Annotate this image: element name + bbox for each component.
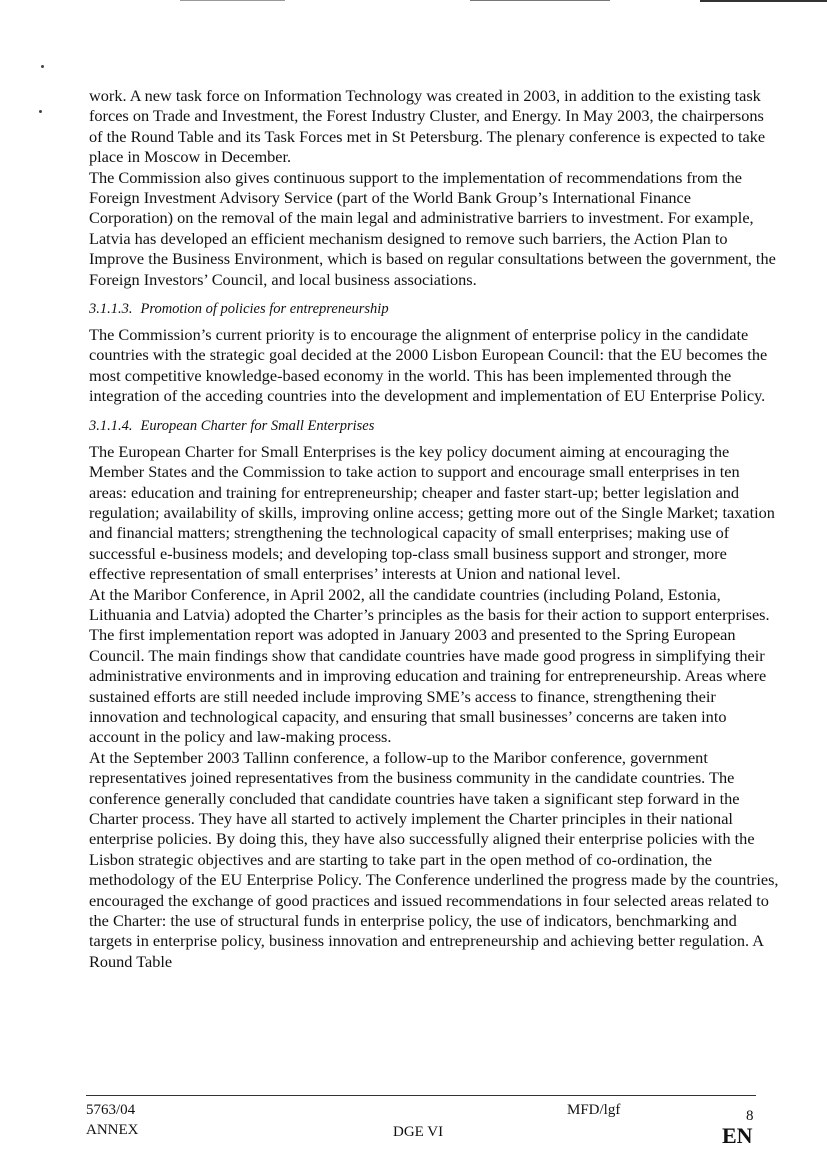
footer-page-number: 8 <box>746 1108 754 1124</box>
footer-author: MFD/lgf <box>567 1102 621 1118</box>
section-3-1-1-4-paragraph-3: At the September 2003 Tallinn conference, a follow-up to the Maribor conference, government representatives joined representatives from the business community in the candidate countries. The conference generally concluded that candidate countries have taken a significant step forward in the Charter process. They have all started to actively implement the Charter principles in their national enterprise policies. By doing this, they have also successfully aligned their enterprise policies with the Lisbon strategic objectives and are starting to take part in the open method of co-ordination, the methodology of the EU Enterprise Policy. The Conference underlined the progress made by the countries, encouraged the exchange of good practices and issued recommendations in four selected areas related to the Charter: the use of structural funds in enterprise policy, the use of indicators, benchmarking and targets in enterprise policy, business innovation and entrepreneurship and achieving better regulation. A Round Table <box>89 747 779 971</box>
footer-doc-number: 5763/04 <box>86 1102 136 1118</box>
footer-annex: ANNEX <box>86 1122 139 1138</box>
section-3-1-1-4-paragraph-1: The European Charter for Small Enterprises is the key policy document aiming at encouraging the Member States and the Commission to take action to support and encourage small enterprises in ten areas: education and training for entrepreneurship; cheaper and faster start-up; better legislation and regulation; availability of skills, improving online access; getting more out of the Single Market; taxation and financial matters; strengthening the technological capacity of small enterprises; making use of successful e-business models; and developing top-class small business support and stronger, more effective representation of small enterprises’ interests at Union and national level. <box>89 441 775 584</box>
section-heading-3-1-1-3 <box>89 299 779 319</box>
scan-edge-line-center <box>470 0 610 1</box>
section-3-1-1-3-paragraph-1: The Commission’s current priority is to encourage the alignment of enterprise policy in the candidate countries with the strategic goal decided at the 2000 Lisbon European Council: that the EU becomes the most competitive knowledge-based economy in the world. This has been implemented through the integration of the acceding countries into the development and implementation of EU Enterprise Policy. <box>89 325 768 406</box>
scan-speck <box>39 110 42 113</box>
scan-speck <box>41 65 44 68</box>
scan-edge-line-left <box>180 0 285 1</box>
document-body <box>89 86 779 972</box>
footer-divider <box>86 1095 756 1096</box>
footer-language: EN <box>722 1123 753 1148</box>
section-heading-3-1-1-4 <box>89 416 779 436</box>
section-title: Promotion of policies for entrepreneurship <box>140 301 389 318</box>
intro-paragraph-1: work. A new task force on Information Technology was created in 2003, in addition to the existing task forces on Trade and Investment, the Forest Industry Cluster, and Energy. In May 2003, the chairpersons of the Round Table and its Task Forces met in St Petersburg. The plenary conference is expected to take place in Moscow in December. <box>89 86 766 167</box>
section-3-1-1-4-paragraph-2: At the Maribor Conference, in April 2002, all the candidate countries (including Poland, Estonia, Lithuania and Latvia) adopted the Charter’s principles as the basis for their action to support enterprises. The first implementation report was adopted in January 2003 and presented to the Spring European Council. The main findings show that candidate countries have made good progress in simplifying their administrative environments and in improving education and training for entrepreneurship. Areas where sustained efforts are still needed include improving SME’s access to finance, strengthening their innovation and technological capacity, and ensuring that small businesses’ concerns are taken into account in the policy and law-making process. <box>89 584 770 747</box>
section-number: 3.1.1.3. <box>89 301 133 318</box>
section-title: European Charter for Small Enterprises <box>140 417 375 434</box>
section-number: 3.1.1.4. <box>89 417 133 434</box>
footer-dg: DGE VI <box>393 1124 444 1140</box>
intro-paragraph-2: The Commission also gives continuous support to the implementation of recommendations from the Foreign Investment Advisory Service (part of the World Bank Group’s International Finance Corporation) on the removal of the main legal and administrative barriers to investment. For example, Latvia has developed an efficient mechanism designed to remove such barriers, the Action Plan to Improve the Business Environment, which is based on regular consultations between the government, the Foreign Investors’ Council, and local business associations. <box>89 167 776 289</box>
scan-edge-line-right <box>700 0 827 2</box>
